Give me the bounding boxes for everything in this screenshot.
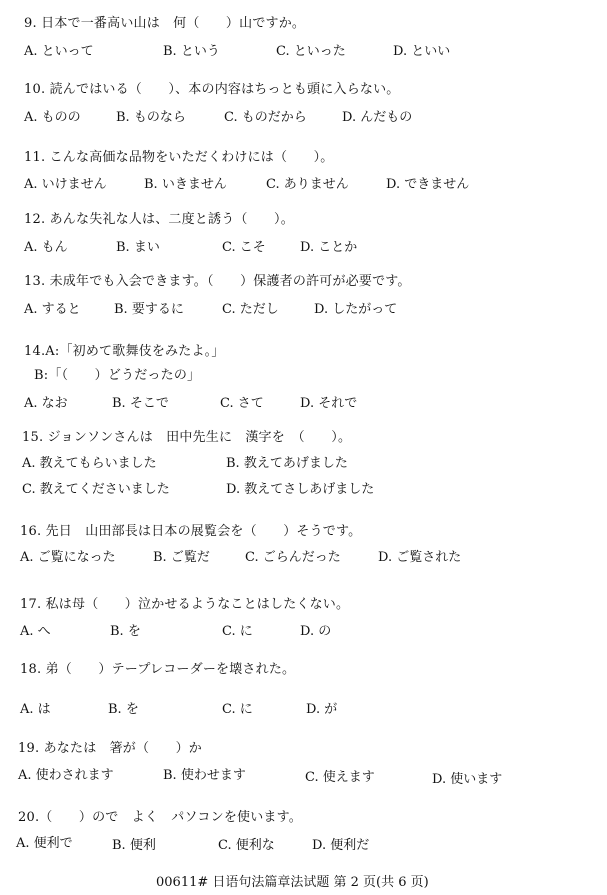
option-20-c: C. 便利な: [218, 838, 275, 853]
option-13-a: A. すると: [24, 302, 81, 317]
option-15-c: C. 教えてくださいました: [22, 482, 170, 497]
option-17-a: A. へ: [20, 624, 51, 639]
option-19-c: C. 使えます: [305, 770, 375, 785]
option-19-b: B. 使わせます: [163, 768, 246, 783]
question-17: 17. 私は母（ ）泣かせるようなことはしたくない。: [20, 597, 350, 612]
option-12-d: D. ことか: [300, 240, 358, 255]
option-11-d: D. できません: [386, 177, 470, 192]
option-13-d: D. したがって: [314, 302, 398, 317]
option-18-b: B. を: [108, 702, 139, 717]
option-20-d: D. 便利だ: [312, 838, 370, 853]
question-9: 9. 日本で一番高い山は 何（ ）山ですか。: [24, 16, 306, 31]
option-12-c: C. こそ: [222, 240, 266, 255]
question-19: 19. あなたは 箸が（ ）か: [18, 741, 203, 756]
option-12-a: A. もん: [24, 240, 68, 255]
option-20-a: A. 便利で: [16, 836, 73, 851]
option-11-b: B. いきません: [144, 177, 227, 192]
option-18-d: D. が: [306, 702, 338, 717]
option-16-a: A. ご覧になった: [20, 550, 116, 565]
option-11-c: C. ありません: [266, 177, 349, 192]
question-12: 12. あんな失礼な人は、二度と誘う（ ）。: [24, 212, 294, 227]
option-9-a: A. といって: [24, 44, 94, 59]
question-15: 15. ジョンソンさんは 田中先生に 漢字を （ ）。: [22, 430, 352, 445]
option-19-d: D. 使います: [432, 772, 503, 787]
question-18: 18. 弟（ ）テープレコーダーを壊された。: [20, 662, 296, 677]
option-9-d: D. といい: [393, 44, 451, 59]
question-14-line-b: B:「（ ）どうだったの」: [34, 368, 201, 383]
option-14-a: A. なお: [24, 396, 68, 411]
option-17-b: B. を: [110, 624, 141, 639]
option-16-d: D. ご覧された: [378, 550, 462, 565]
option-16-b: B. ご覧だ: [153, 550, 210, 565]
option-18-a: A. は: [20, 702, 51, 717]
option-13-b: B. 要するに: [114, 302, 184, 317]
option-14-b: B. そこで: [112, 396, 169, 411]
question-11: 11. こんな高価な品物をいただくわけには（ ）。: [24, 150, 334, 165]
option-14-c: C. さて: [220, 396, 264, 411]
option-17-c: C. に: [222, 624, 253, 639]
option-13-c: C. ただし: [222, 302, 279, 317]
option-17-d: D. の: [300, 624, 332, 639]
option-10-d: D. んだもの: [342, 110, 413, 125]
option-19-a: A. 使わされます: [18, 768, 114, 783]
option-12-b: B. まい: [116, 240, 160, 255]
option-10-c: C. ものだから: [224, 110, 307, 125]
option-15-a: A. 教えてもらいました: [22, 456, 157, 471]
option-20-b: B. 便利: [112, 838, 156, 853]
option-11-a: A. いけません: [24, 177, 107, 192]
option-9-c: C. といった: [276, 44, 346, 59]
question-14: 14.A:「初めて歌舞伎をみたよ。」: [24, 344, 225, 359]
question-10: 10. 読んではいる（ ）、本の内容はちっとも頭に入らない。: [24, 82, 400, 97]
question-16: 16. 先日 山田部長は日本の展覧会を（ ）そうです。: [20, 524, 362, 539]
question-20: 20.（ ）ので よく パソコンを使います。: [18, 810, 302, 825]
option-9-b: B. という: [163, 44, 220, 59]
question-13: 13. 未成年でも入会できます。（ ）保護者の許可が必要です。: [24, 274, 411, 289]
option-15-d: D. 教えてさしあげました: [226, 482, 375, 497]
option-10-b: B. ものなら: [116, 110, 186, 125]
option-10-a: A. ものの: [24, 110, 81, 125]
option-14-d: D. それで: [300, 396, 358, 411]
page-footer: 00611# 日语句法篇章法试题 第 2 页(共 6 页): [156, 875, 429, 890]
option-16-c: C. ごらんだった: [245, 550, 341, 565]
option-15-b: B. 教えてあげました: [226, 456, 348, 471]
option-18-c: C. に: [222, 702, 253, 717]
